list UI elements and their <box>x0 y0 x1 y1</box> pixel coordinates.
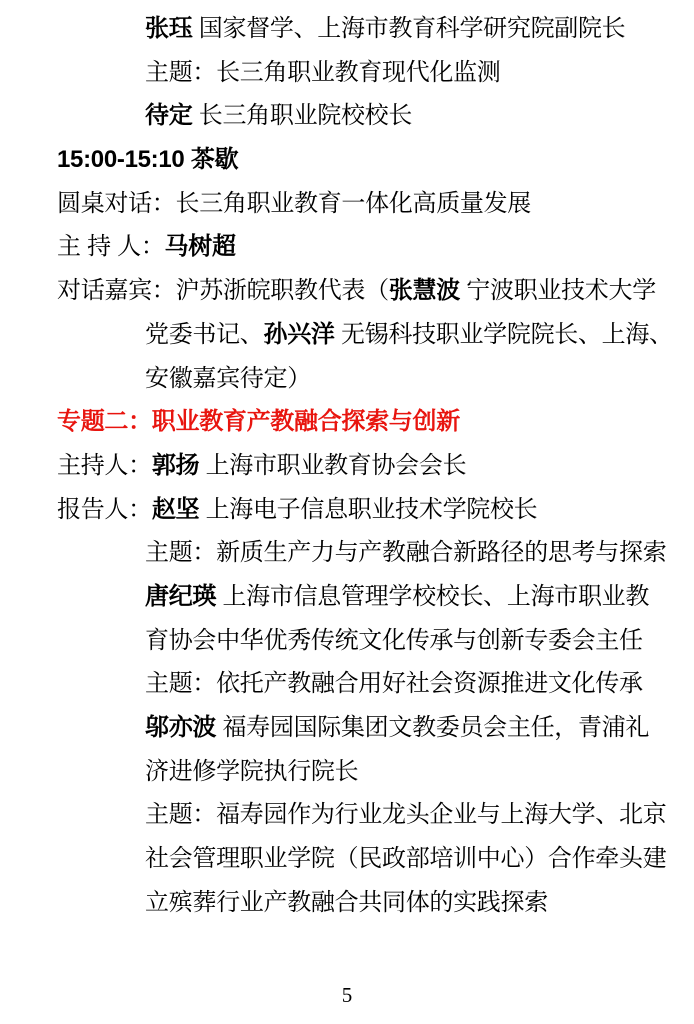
text-segment: 国家督学、上海市教育科学研究院副院长 <box>192 15 626 42</box>
text-line <box>57 488 684 532</box>
text-line <box>57 225 684 269</box>
text-segment: 专题二：职业教育产教融合探索与创新 <box>57 408 460 436</box>
text-line <box>57 7 684 51</box>
text-line <box>57 182 684 226</box>
text-segment: 主题：长三角职业教育现代化监测 <box>145 58 501 86</box>
text-segment: 马树超 <box>164 233 236 261</box>
text-segment: 党委书记、 <box>145 320 264 348</box>
text-segment: 宁波职业技术大学 <box>459 277 656 305</box>
text-line <box>57 138 684 182</box>
text-segment: 对话嘉宾：沪苏浙皖职教代表（ <box>57 277 389 305</box>
text-segment: 主 持 人： <box>57 233 165 261</box>
text-line <box>57 313 684 357</box>
text-line <box>57 750 684 794</box>
text-segment: 社会管理职业学院（民政部培训中心）合作牵头建 <box>145 845 667 873</box>
document-lines <box>57 7 684 924</box>
text-line <box>57 881 684 925</box>
text-line <box>57 94 684 138</box>
text-segment: 育协会中华优秀传统文化传承与创新专委会主任 <box>145 626 643 654</box>
text-line <box>57 706 684 750</box>
text-line <box>57 269 684 313</box>
text-segment: 安徽嘉宾待定） <box>145 364 311 392</box>
text-line <box>57 531 684 575</box>
page-footer <box>0 983 694 1008</box>
text-line <box>57 357 684 401</box>
text-segment: 无锡科技职业学院院长、上海、 <box>334 320 673 348</box>
text-segment: 15:00-15:10 茶歇 <box>57 146 239 174</box>
text-segment: 圆桌对话：长三角职业教育一体化高质量发展 <box>57 189 531 217</box>
text-segment: 立殡葬行业产教融合共同体的实践探索 <box>145 888 548 916</box>
text-segment: 长三角职业院校校长 <box>192 102 413 130</box>
text-segment: 张珏 <box>145 15 193 42</box>
text-line <box>57 444 684 488</box>
text-segment: 赵坚 <box>151 495 200 523</box>
text-line <box>57 837 684 881</box>
text-segment: 待定 <box>145 102 193 130</box>
text-segment: 上海电子信息职业技术学院校长 <box>199 495 538 523</box>
text-line <box>57 575 684 619</box>
page-number: 5 <box>341 983 353 1007</box>
text-segment: 邬亦波 <box>145 714 217 741</box>
text-line <box>57 51 684 95</box>
text-segment: 报告人： <box>57 495 152 523</box>
text-line <box>57 793 684 837</box>
text-segment: 孙兴洋 <box>263 320 335 348</box>
text-segment: 主题：依托产教融合用好社会资源推进文化传承 <box>145 670 643 698</box>
text-segment: 主题：福寿园作为行业龙头企业与上海大学、北京 <box>145 801 667 829</box>
text-segment: 张慧波 <box>388 277 460 305</box>
text-segment: 唐纪瑛 <box>145 582 217 610</box>
text-segment: 上海市职业教育协会会长 <box>199 451 467 479</box>
text-segment: 主题：新质生产力与产教融合新路径的思考与探索 <box>145 539 667 567</box>
text-segment: 郭扬 <box>151 451 200 479</box>
text-segment: 主持人： <box>57 451 152 479</box>
text-segment: 福寿园国际集团文教委员会主任，青浦礼 <box>216 714 650 741</box>
text-line <box>57 662 684 706</box>
text-line <box>57 619 684 663</box>
text-line <box>57 400 684 444</box>
text-segment: 上海市信息管理学校校长、上海市职业教 <box>216 582 650 610</box>
text-segment: 济进修学院执行院长 <box>145 757 359 785</box>
